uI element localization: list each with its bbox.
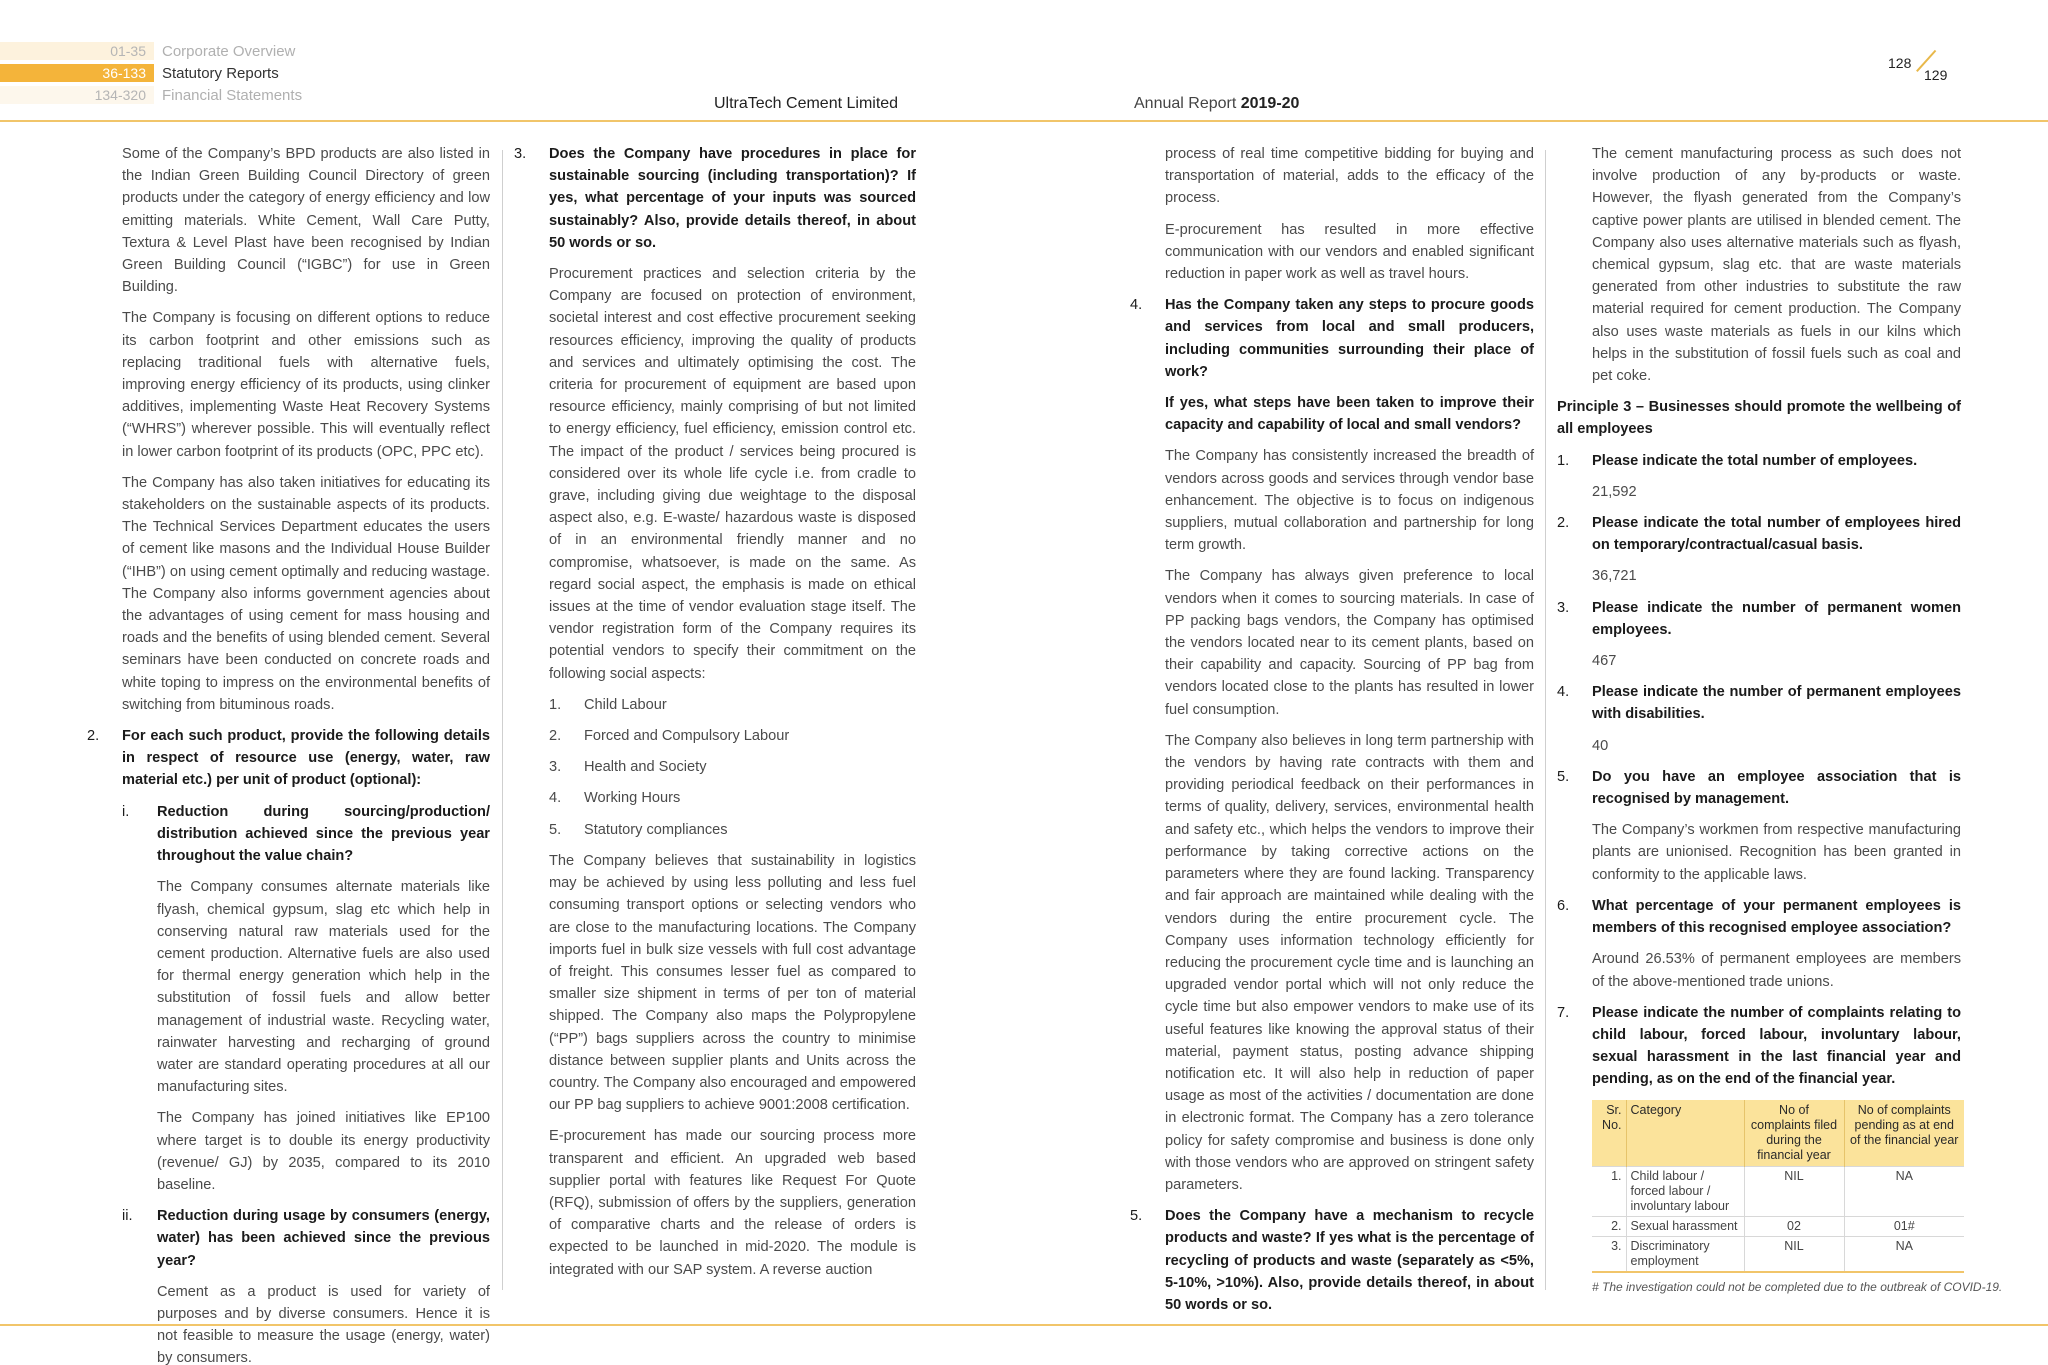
header-filed: No of complaints filed during the financial year <box>1744 1100 1844 1167</box>
cell-filed: 02 <box>1744 1216 1844 1236</box>
nav-label: Corporate Overview <box>162 42 296 60</box>
paragraph: E-procurement has made our sourcing process more transparent and efficient. An upgraded web based supplier portal with features like Request For Quote (RFQ), submission of offers by the suppliers, generation of comparative charts and the release of orders is expected to be launched in mid-2020. The module is integrated with our SAP system. A reverse auction <box>549 1128 916 1278</box>
header-rule <box>0 120 2048 122</box>
list-item <box>549 787 916 809</box>
paragraph: The Company consumes alternate materials like flyash, chemical gypsum, slag etc which help in conserving natural raw materials used for the cement production. Alternative fuels are also used for thermal energy generation which help in the substitution of fossil fuels and allow better management of industrial waste. Recycling water, rainwater harvesting and recharging of ground water are standard operating procedures at all our manufacturing sites. <box>157 879 490 1096</box>
paragraph: Some of the Company’s BPD products are also listed in the Indian Green Building Council Directory of green products under the category of energy efficiency and low emitting materials. White Cement, Wall Care Putty, Textura & Level Plast have been recognised by Indian Green Building Council (“IGBC”) for use in Green Building. <box>122 146 490 296</box>
list-number: 3. <box>549 759 562 776</box>
paragraph: The Company believes that sustainability in logistics may be achieved by using less polluting and less fuel consuming transport options or selecting vendors who are close to the manufacturing locations. The Company imports fuel in bulk size vessels with full cost advantage of freight. This consumes lesser fuel as compared to smaller size shipment in terms of per ton of material shipped. The Company also maps the Polypropylene (“PP”) bags suppliers across the country to minimise distance between supplier plants and Units across the country. The Company also encouraged and empowered our PP bag suppliers to achieve 9001:2008 certification. <box>549 852 916 1114</box>
report-prefix: Annual Report <box>1134 95 1241 112</box>
cell-filed: NIL <box>1744 1236 1844 1272</box>
table-row <box>1592 1166 1964 1216</box>
list-text: Working Hours <box>584 790 681 807</box>
column-3 <box>1130 143 1534 1325</box>
social-aspects-list <box>514 694 916 841</box>
question-text: Does the Company have a mechanism to recycle products and waste? If yes what is the percentage of recycling of products and waste (separately as <5%, 5-10%, >10%). Also, provide details thereof, in about 50 words or so. <box>1165 1208 1534 1313</box>
question-item <box>1557 681 1961 725</box>
column-1 <box>87 143 490 1365</box>
question-number: ii. <box>122 1208 133 1225</box>
header-pending: No of complaints pending as at end of the financial year <box>1844 1100 1964 1167</box>
question-number: 4. <box>1557 684 1570 701</box>
cell-pending: NA <box>1844 1236 1964 1272</box>
paragraph: E-procurement has resulted in more effective communication with our vendors and enabled significant reduction in paper work as well as travel hours. <box>1165 221 1534 283</box>
complaints-table-wrap <box>1557 1100 2003 1298</box>
paragraph: The Company has consistently increased the breadth of vendors across goods and services through vendor base enhancement. The objective is to focus on indigenous suppliers, mutual collaboration and partnership for long term growth. <box>1165 448 1534 554</box>
nav-label: Statutory Reports <box>162 64 279 82</box>
answer: 40 <box>1592 737 1609 754</box>
table-footnote: # The investigation could not be completed due to the outbreak of COVID-19. <box>1592 1279 2003 1294</box>
question-item <box>1557 766 1961 810</box>
report-title <box>1134 95 1299 113</box>
column-divider <box>502 150 503 1290</box>
question-number: i. <box>122 803 130 820</box>
question-text: Reduction during usage by consumers (energy, water) has been achieved since the previous year? <box>157 1208 490 1269</box>
question-number: 5. <box>1557 768 1570 785</box>
list-number: 4. <box>549 790 562 807</box>
question-item <box>1557 895 1961 939</box>
answer: 467 <box>1592 653 1617 670</box>
list-text: Forced and Compulsory Labour <box>584 728 790 745</box>
list-number: 1. <box>549 696 562 713</box>
answer: Around 26.53% of permanent employees are members of the above-mentioned trade unions. <box>1592 951 1961 990</box>
nav-item-financial-statements[interactable] <box>0 84 302 106</box>
list-item <box>549 694 916 716</box>
question-7 <box>1557 1002 1961 1091</box>
question-number: 1. <box>1557 452 1570 469</box>
paragraph: The Company has also taken initiatives for educating its stakeholders on the sustainable aspects of its products. The Technical Services Department educates the users of cement like masons and the Individual House Builder (“IHB”) on using cement optimally and reducing wastage. The Company also informs government agencies about the advantages of using cement for mass housing and roads and the benefits of using blended cement. Several seminars have been conducted on concrete roads and white toping to impress on the environmental benefits of switching from bituminous roads. <box>122 474 490 713</box>
question-text: Reduction during sourcing/production/ distribution achieved since the previous year throughout the value chain? <box>157 803 490 865</box>
page-number-right: 129 <box>1924 67 1948 83</box>
question-text: What percentage of your permanent employees is members of this recognised employee association? <box>1592 897 1961 937</box>
question-text: Please indicate the number of complaints relating to child labour, forced labour, involuntary labour, sexual harassment in the last financial year and pending, as on the end of the financial year. <box>1592 1004 1961 1088</box>
question-text: Please indicate the total number of employees hired on temporary/contractual/casual basis. <box>1592 515 1961 554</box>
question-item <box>1557 512 1961 556</box>
cell-category: Sexual harassment <box>1626 1216 1744 1236</box>
question-text: Does the Company have procedures in place for sustainable sourcing (including transportation)? If yes, what percentage of your inputs was sourced sustainably? Also, provide details thereof, in about 50 words or so. <box>549 146 916 251</box>
question-number: 7. <box>1557 1004 1570 1021</box>
paragraph: The cement manufacturing process as such does not involve production of any by-products or waste. However, the flyash generated from the Company’s captive power plants are utilised in blended cement. The Company also uses alternative materials such as flyash, chemical gypsum, slag etc. that are waste materials generated from other industries to substitute the raw material required for cement production. The Company also uses waste materials as fuels in our kilns which helps in the substitution of fossil fuels such as coal and pet coke. <box>1592 146 1961 385</box>
list-number: 2. <box>549 728 562 745</box>
list-text: Child Labour <box>584 696 667 713</box>
question-text: Please indicate the number of permanent employees with disabilities. <box>1592 684 1961 723</box>
question-number: 3. <box>514 146 527 162</box>
section-nav <box>0 40 302 106</box>
question-2-i <box>87 801 490 868</box>
table-row <box>1592 1216 1964 1236</box>
nav-item-statutory-reports[interactable] <box>0 62 302 84</box>
question-text: Please indicate the total number of employees. <box>1592 452 1918 469</box>
question-number: 3. <box>1557 599 1570 616</box>
nav-range: 36-133 <box>0 64 154 82</box>
list-item <box>549 819 916 841</box>
list-number: 5. <box>549 821 562 838</box>
question-item <box>1557 597 1961 641</box>
question-2-ii <box>87 1205 490 1272</box>
question-4 <box>1130 294 1534 383</box>
header-sr-no: Sr. No. <box>1592 1100 1626 1167</box>
question-number: 6. <box>1557 897 1570 914</box>
question-text: For each such product, provide the following details in respect of resource use (energy, water, raw material etc.) per unit of product (optional): <box>122 728 490 789</box>
nav-item-corporate-overview[interactable] <box>0 40 302 62</box>
paragraph: Procurement practices and selection criteria by the Company are focused on protection of environment, societal interest and cost effective procurement seeking resources efficiency, improving the quality of products and services and ultimately optimising the cost. The criteria for procurement of equipment are based upon resource efficiency, mainly comprising of but not limited to energy efficiency, fuel efficiency, emission control etc. The impact of the product / services being procured is considered over its whole life cycle i.e. from cradle to grave, including giving due weightage to the disposal aspect also, e.g. E-waste/ hazardous waste is disposed of in an environmental friendly manner and no compromise, whatsoever, is made on the same. As regard social aspect, the emphasis is made on ethical issues at the time of vendor evaluation stage itself. The vendor registration form of the Company requires its potential vendors to specify their commitment on the following social aspects: <box>549 266 916 682</box>
question-number: 2. <box>1557 515 1570 532</box>
question-number: 5. <box>1130 1208 1143 1225</box>
paragraph: The Company has always given preference to local vendors when it comes to sourcing materials. In case of PP packing bags vendors, the Company has optimised the vendors located near to its cement plants, based on their capability and capacity. Sourcing of PP bag from vendors located close to the plants has resulted in lower fuel consumption. <box>1165 568 1534 718</box>
nav-label: Financial Statements <box>162 86 303 104</box>
header-category: Category <box>1626 1100 1744 1167</box>
page-number-left: 128 <box>1888 55 1912 71</box>
paragraph: The Company has joined initiatives like EP100 where target is to double its energy productivity (revenue/ GJ) by 2035, compared to its 2010 baseline. <box>157 1110 490 1193</box>
nav-range: 01-35 <box>0 42 154 60</box>
question-number: 4. <box>1130 297 1143 314</box>
question-5 <box>1130 1205 1534 1316</box>
paragraph: The Company is focusing on different options to reduce its carbon footprint and other emissions such as replacing traditional fuels with alternative fuels, improving energy efficiency of its products, using clinker additives, implementing Waste Heat Recovery Systems (“WHRS”) wherever possible. This will eventually reflect in lower carbon footprint of its products (OPC, PPC etc). <box>122 310 490 460</box>
report-year: 2019-20 <box>1240 95 1300 112</box>
table-row <box>1592 1236 1964 1272</box>
list-item <box>549 725 916 747</box>
answer: 21,592 <box>1592 483 1637 500</box>
cell-pending: NA <box>1844 1166 1964 1216</box>
question-number: 2. <box>87 728 100 745</box>
question-item <box>1557 450 1961 472</box>
paragraph: process of real time competitive bidding for buying and transportation of material, adds to the efficacy of the process. <box>1165 146 1534 207</box>
column-4 <box>1557 143 2003 1298</box>
list-text: Statutory compliances <box>584 821 728 838</box>
paragraph: The Company also believes in long term partnership with the vendors by having rate contracts with them and providing periodical feedback on their performances in terms of quality, delivery, services, environmental health and safety etc., which helps the vendors to improve their performance by taking corrective actions on the parameters where they are found lacking. Transparency and fair approach are maintained while dealing with the vendors during the entire procurement cycle. The Company uses information technology efficiently for reducing the procurement cycle time and is launching an upgraded vendor portal which will not only reduce the cycle time but also empower vendors to make use of its useful features like knowing the approval status of their material, payment status, posting advance shipping notification etc. It will also help in reduction of paper usage as most of the activities / documentation are done in electronic format. The Company has a zero tolerance policy for safety compromise and business is done only with those vendors who are approved on stringent safety parameters. <box>1165 732 1534 1193</box>
answer: The Company’s workmen from respective manufacturing plants are unionised. Recognition has been granted in conformity to the applicable laws. <box>1592 822 1961 883</box>
cell-pending: 01# <box>1844 1216 1964 1236</box>
cell-sr-no: 1. <box>1592 1166 1626 1216</box>
table-header-row <box>1592 1100 1964 1167</box>
column-divider <box>1545 150 1546 1290</box>
cell-category: Child labour / forced labour / involuntary labour <box>1626 1166 1744 1216</box>
nav-range: 134-320 <box>0 86 154 104</box>
question-text: Please indicate the number of permanent women employees. <box>1592 599 1961 638</box>
question-4-followup: If yes, what steps have been taken to improve their capacity and capability of local and small vendors? <box>1165 395 1534 434</box>
list-text: Health and Society <box>584 759 707 776</box>
column-2 <box>514 143 916 1290</box>
question-text: Do you have an employee association that is recognised by management. <box>1592 768 1961 808</box>
question-2 <box>87 725 490 792</box>
answer: 36,721 <box>1592 568 1637 585</box>
cell-category: Discriminatory employment <box>1626 1236 1744 1272</box>
cell-sr-no: 2. <box>1592 1216 1626 1236</box>
question-3 <box>514 143 916 254</box>
complaints-table <box>1592 1100 1964 1273</box>
question-text: Has the Company taken any steps to procure goods and services from local and small producers, including communities surrounding their place of work? <box>1165 297 1534 380</box>
cell-filed: NIL <box>1744 1166 1844 1216</box>
cell-sr-no: 3. <box>1592 1236 1626 1272</box>
principle-3-heading: Principle 3 – Businesses should promote the wellbeing of all employees <box>1557 399 1961 438</box>
paragraph: Cement as a product is used for variety of purposes and by diverse consumers. Hence it is not feasible to measure the usage (energy, water) by consumers. <box>157 1283 490 1365</box>
company-name: UltraTech Cement Limited <box>714 95 899 112</box>
list-item <box>549 756 916 778</box>
